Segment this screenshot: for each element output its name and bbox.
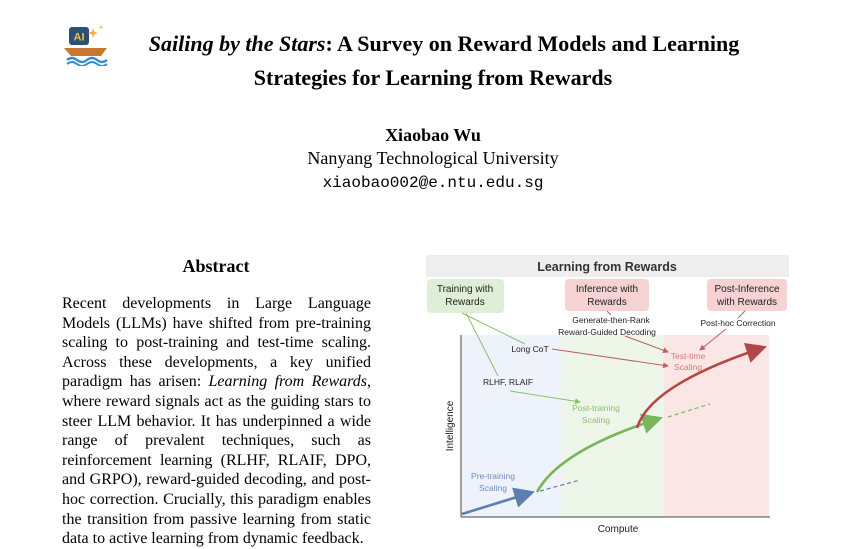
label-posthoc-correction: Post-hoc Correction: [700, 318, 776, 328]
label-long-cot: Long CoT: [511, 344, 549, 354]
paper-title-line-1: [0, 27, 866, 61]
box-training-line-1: Training with: [436, 284, 494, 295]
label-test-time-line-1: Test-time: [670, 351, 706, 361]
x-axis-label: Compute: [597, 524, 639, 535]
region-pre-training: [461, 335, 561, 517]
author-affiliation: Nanyang Technological University: [307, 148, 559, 168]
label-post-training-line-1: Post-training: [572, 403, 620, 413]
author-name: Xiaobao Wu: [385, 125, 481, 145]
label-reward-guided-decoding: Reward-Guided Decoding: [558, 327, 656, 337]
abstract-body: [62, 294, 371, 549]
label-pre-training-line-2: Scaling: [479, 483, 507, 493]
abstract-text-2: , where reward signals act as the guiding stars to steer LLM behavior. It has underpinned a wide range of prevalent techniques, such as reinforcement learning (RLHF, RLAIF, DPO, and GRPO), reward-guided decoding, and post-hoc correction. Crucially, this paradigm enables the transition from passive learning from static data to active learning from dynamic feedback.: [62, 373, 371, 548]
region-post-training: [561, 335, 664, 517]
abstract-text-1: Recent developments in Large Language Models (LLMs) have shifted from pre-training scaling to post-training and test-time scaling. Across these developments, a key unified paradigm has arisen:: [62, 295, 371, 391]
connector-post-inference-to-posthoc: [738, 311, 745, 318]
box-post-inference-line-2: with Rewards: [716, 297, 778, 308]
title-italic: Sailing by the Stars: [148, 31, 326, 56]
abstract-emphasis: Learning from Rewards: [208, 373, 367, 391]
label-generate-then-rank: Generate-then-Rank: [572, 315, 650, 325]
abstract-heading: Abstract: [182, 256, 250, 276]
title-rest: : A Survey on Reward Models and Learning: [325, 31, 740, 56]
label-post-training-line-2: Scaling: [582, 415, 610, 425]
y-axis-label: Intelligence: [445, 400, 456, 452]
box-inference-line-1: Inference with: [575, 284, 639, 295]
label-test-time-line-2: Scaling: [674, 362, 702, 372]
label-rlhf-rlaif: RLHF, RLAIF: [482, 377, 534, 387]
label-pre-training-line-1: Pre-training: [471, 471, 515, 481]
logo-text: AI: [73, 31, 85, 44]
paper-title-line-2: Strategies for Learning from Rewards: [253, 65, 613, 90]
author-email: xiaobao002@e.ntu.edu.sg: [322, 174, 544, 192]
figure-title: Learning from Rewards: [537, 260, 677, 274]
box-training-line-2: Rewards: [445, 297, 485, 308]
box-inference-line-2: Rewards: [587, 297, 627, 308]
box-post-inference-line-1: Post-Inference: [714, 284, 780, 295]
learning-from-rewards-figure: [426, 254, 792, 542]
